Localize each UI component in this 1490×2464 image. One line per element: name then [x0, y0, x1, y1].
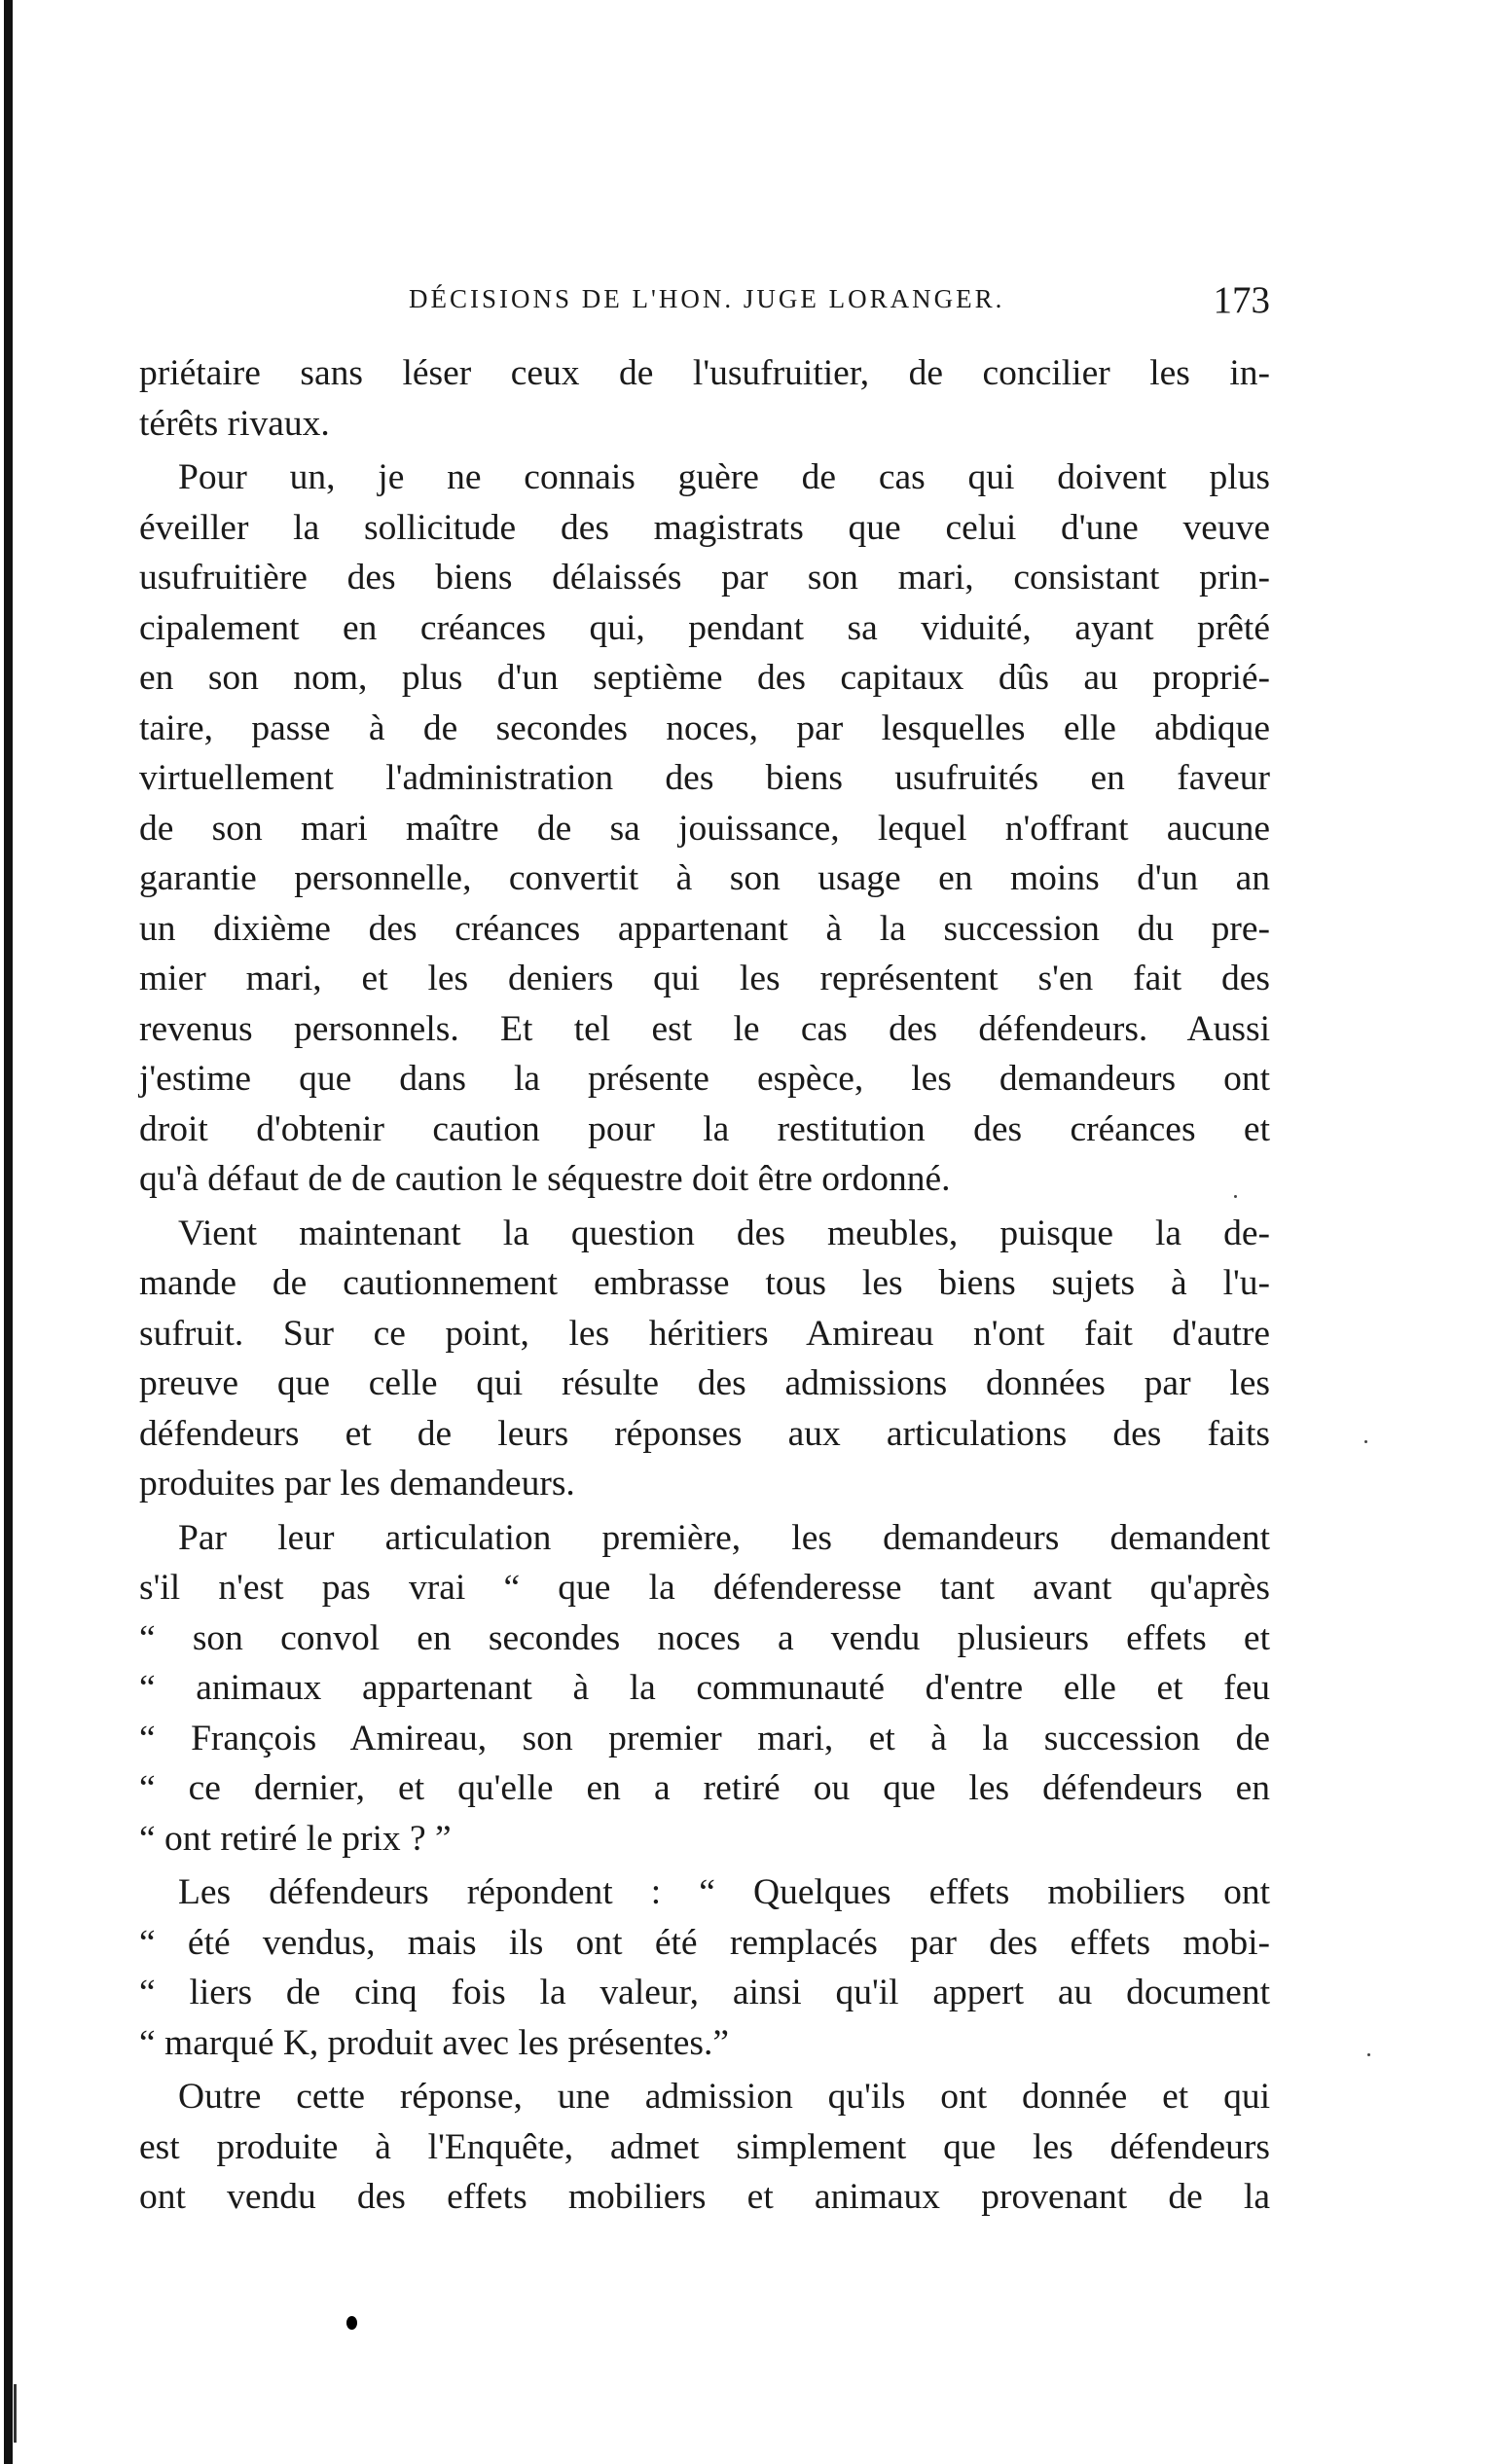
text-line: Outre cette réponse, une admission qu'ils ont donnée et qui [178, 2077, 1270, 2117]
spine-fragment [14, 2384, 17, 2443]
text-line: “ été vendus, mais ils ont été remplacés par des effets mobi- [139, 1922, 1270, 1963]
text-line: virtuellement l'administration des biens usufruités en faveur [139, 758, 1270, 798]
text-line: est produite à l'Enquête, admet simplement que les défendeurs [139, 2126, 1270, 2167]
text-line: “ marqué K, produit avec les présentes.” [139, 2022, 730, 2063]
ink-speck [1364, 1440, 1367, 1443]
ink-speck [1367, 2053, 1370, 2056]
ink-dot [346, 2316, 357, 2330]
text-line: “ son convol en secondes noces a vendu plusieurs effets et [139, 1617, 1270, 1658]
text-line: “ ont retiré le prix ? ” [139, 1818, 452, 1859]
page-number: 173 [1213, 279, 1270, 321]
text-line: “ animaux appartenant à la communauté d'entre elle et feu [139, 1668, 1270, 1708]
book-spine-shadow [4, 0, 13, 2464]
text-line: droit d'obtenir caution pour la restitution des créances et [139, 1108, 1270, 1149]
text-line: Les défendeurs répondent : “ Quelques effets mobiliers ont [178, 1872, 1270, 1912]
paragraph [139, 1513, 1270, 1865]
text-line: de son mari maître de sa jouissance, lequel n'offrant aucune [139, 808, 1270, 849]
text-line: “ ce dernier, et qu'elle en a retiré ou que les défendeurs en [139, 1768, 1270, 1808]
text-line: qu'à défaut de de caution le séquestre doit être ordonné. [139, 1159, 951, 1199]
text-line: éveiller la sollicitude des magistrats que celui d'une veuve [139, 507, 1270, 548]
paragraph [139, 2072, 1270, 2223]
text-line: j'estime que dans la présente espèce, les demandeurs ont [139, 1059, 1270, 1099]
text-line: en son nom, plus d'un septième des capitaux dûs au proprié- [139, 658, 1270, 698]
running-title: DÉCISIONS DE L'HON. JUGE LORANGER. [409, 284, 1005, 313]
text-line: Vient maintenant la question des meubles, puisque la de- [178, 1213, 1270, 1253]
text-line: revenus personnels. Et tel est le cas des défendeurs. Aussi [139, 1008, 1270, 1049]
text-line: taire, passe à de secondes noces, par lesquelles elle abdique [139, 707, 1270, 748]
page-header [389, 280, 1270, 319]
text-line: ont vendu des effets mobiliers et animaux provenant de la [139, 2177, 1270, 2217]
text-line: mande de cautionnement embrasse tous les biens sujets à l'u- [139, 1263, 1270, 1303]
text-line: sufruit. Sur ce point, les héritiers Amireau n'ont fait d'autre [139, 1313, 1270, 1354]
paragraph [139, 1867, 1270, 2068]
text-line: un dixième des créances appartenant à la succession du pre- [139, 908, 1270, 949]
text-line: usufruitière des biens délaissés par son mari, consistant prin- [139, 558, 1270, 598]
text-line: défendeurs et de leurs réponses aux articulations des faits [139, 1413, 1270, 1454]
text-line: Par leur articulation première, les demandeurs demandent [178, 1517, 1270, 1558]
text-line: produites par les demandeurs. [139, 1464, 575, 1504]
paragraph [139, 453, 1270, 1205]
text-line: cipalement en créances qui, pendant sa viduité, ayant prêté [139, 607, 1270, 648]
body-text [139, 348, 1270, 2227]
text-line: garantie personnelle, convertit à son usage en moins d'un an [139, 858, 1270, 898]
ink-speck [1234, 1195, 1237, 1198]
text-line: “ François Amireau, son premier mari, et à la succession de [139, 1718, 1270, 1758]
text-line: mier mari, et les deniers qui les représentent s'en fait des [139, 959, 1270, 998]
text-line: preuve que celle qui résulte des admissions données par les [139, 1363, 1270, 1403]
text-line: térêts rivaux. [139, 403, 330, 444]
paragraph [139, 348, 1270, 449]
text-line: “ liers de cinq fois la valeur, ainsi qu'il appert au document [139, 1973, 1270, 2012]
text-line: s'il n'est pas vrai “ que la défenderesse tant avant qu'après [139, 1568, 1270, 1608]
paragraph [139, 1209, 1270, 1509]
text-line: priétaire sans léser ceux de l'usufruitier, de concilier les in- [139, 353, 1270, 393]
text-line: Pour un, je ne connais guère de cas qui doivent plus [178, 457, 1270, 497]
